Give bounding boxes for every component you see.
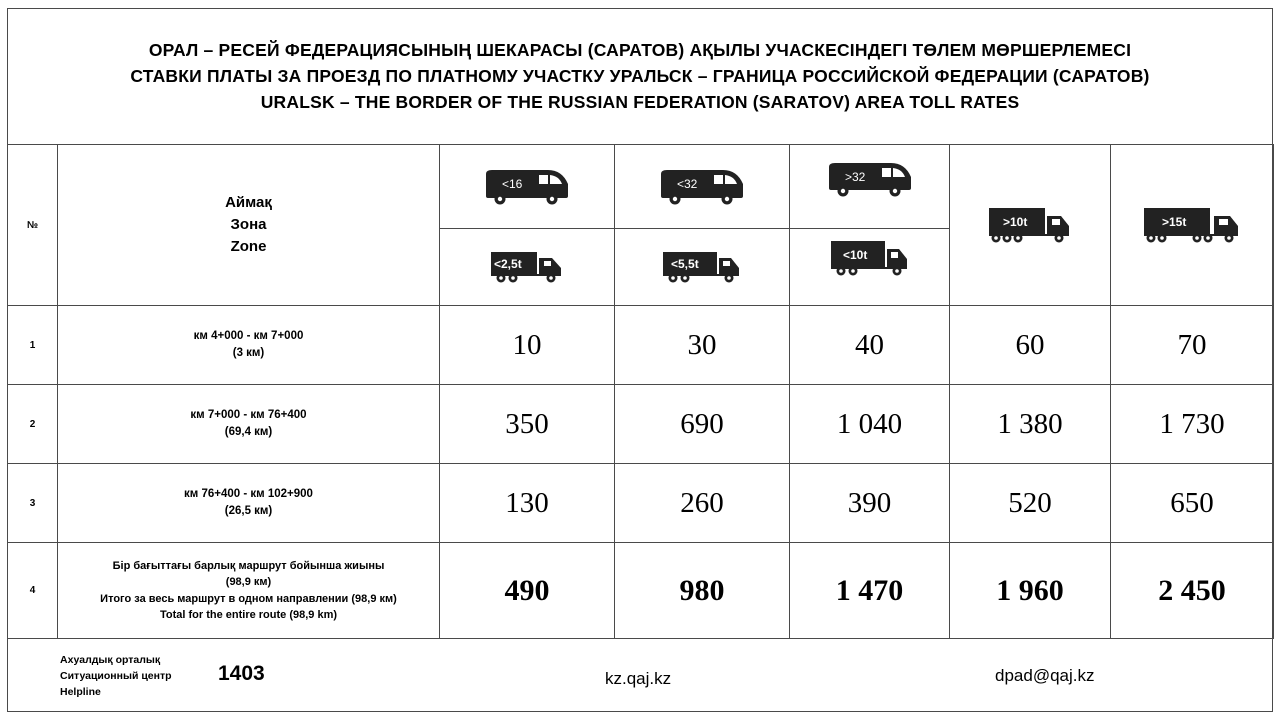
bus-class-3 bbox=[790, 145, 950, 229]
rate-cell: 520 bbox=[950, 464, 1111, 543]
truck-class-5-label: >15t bbox=[1162, 215, 1187, 229]
zone-range: км 4+000 - км 7+000 bbox=[193, 330, 304, 342]
row-num: 2 bbox=[8, 385, 58, 464]
total-label-kz: Бір бағыттағы барлық маршрут бойынша жиыны bbox=[112, 559, 385, 572]
title-line-ru: СТАВКИ ПЛАТЫ ЗА ПРОЕЗД ПО ПЛАТНОМУ УЧАСТКУ УРАЛЬСК – ГРАНИЦА РОССИЙСКОЙ ФЕДЕРАЦИИ (САРАТОВ) bbox=[130, 66, 1150, 86]
bus-icon bbox=[657, 168, 747, 206]
bus-class-3-label: >32 bbox=[844, 170, 865, 184]
footer bbox=[7, 640, 1273, 712]
email-link[interactable]: dpad@qaj.kz bbox=[995, 666, 1095, 685]
zone-length: (26,5 км) bbox=[224, 505, 273, 517]
zone-length: (69,4 км) bbox=[224, 426, 273, 438]
helpline-number: 1403 bbox=[218, 662, 265, 685]
rate-cell: 30 bbox=[615, 306, 790, 385]
rate-cell: 70 bbox=[1111, 306, 1274, 385]
zone-label-en: Zone bbox=[230, 238, 267, 255]
header-num: № bbox=[8, 145, 58, 306]
truck-class-5 bbox=[1111, 145, 1274, 306]
truck-icon bbox=[661, 250, 743, 284]
helpline-label-ru: Ситуационный центр bbox=[60, 670, 172, 682]
rate-cell: 60 bbox=[950, 306, 1111, 385]
title-line-en: URALSK – THE BORDER OF THE RUSSIAN FEDERATION (SARATOV) AREA TOLL RATES bbox=[260, 92, 1020, 112]
rate-cell: 690 bbox=[615, 385, 790, 464]
helpline-labels bbox=[60, 652, 172, 700]
truck-class-4 bbox=[950, 145, 1111, 306]
row-num: 3 bbox=[8, 464, 58, 543]
total-label-kz-km: (98,9 км) bbox=[225, 576, 272, 588]
total-label-ru: Итого за весь маршрут в одном направлении (98,9 км) bbox=[100, 592, 397, 605]
rate-cell: 350 bbox=[440, 385, 615, 464]
zone-range: км 76+400 - км 102+900 bbox=[184, 488, 313, 500]
truck-icon bbox=[1142, 206, 1242, 244]
bus-icon bbox=[482, 168, 572, 206]
truck-class-2 bbox=[615, 229, 790, 306]
zone-label-kz: Аймақ bbox=[225, 194, 272, 211]
total-row bbox=[8, 543, 1274, 639]
truck-class-1-label: <2,5t bbox=[494, 257, 522, 271]
total-cell: 490 bbox=[440, 543, 615, 639]
page-title bbox=[8, 9, 1272, 144]
truck-icon bbox=[829, 239, 911, 277]
rate-cell: 650 bbox=[1111, 464, 1274, 543]
table-row bbox=[8, 385, 1274, 464]
zone-range: км 7+000 - км 76+400 bbox=[190, 409, 307, 421]
row-zone bbox=[58, 385, 440, 464]
bus-class-2 bbox=[615, 145, 790, 229]
row-zone bbox=[58, 306, 440, 385]
row-num: 1 bbox=[8, 306, 58, 385]
total-label-en: Total for the entire route (98,9 km) bbox=[159, 609, 338, 621]
rate-cell: 1 730 bbox=[1111, 385, 1274, 464]
truck-icon bbox=[489, 250, 565, 284]
truck-class-2-label: <5,5t bbox=[671, 257, 699, 271]
header-row-buses bbox=[8, 145, 1274, 229]
truck-class-4-label: >10t bbox=[1003, 215, 1028, 229]
helpline-label-en: Helpline bbox=[60, 686, 101, 698]
bus-class-1-label: <16 bbox=[502, 176, 523, 191]
zone-label-ru: Зона bbox=[230, 216, 267, 233]
rate-cell: 1 380 bbox=[950, 385, 1111, 464]
bus-class-1 bbox=[440, 145, 615, 229]
truck-class-3 bbox=[790, 229, 950, 306]
rate-cell: 130 bbox=[440, 464, 615, 543]
truck-class-1 bbox=[440, 229, 615, 306]
zone-length: (3 км) bbox=[232, 347, 265, 359]
rate-cell: 390 bbox=[790, 464, 950, 543]
rate-cell: 40 bbox=[790, 306, 950, 385]
table-row bbox=[8, 464, 1274, 543]
total-cell: 2 450 bbox=[1111, 543, 1274, 639]
rate-cell: 1 040 bbox=[790, 385, 950, 464]
row-zone bbox=[58, 464, 440, 543]
truck-icon bbox=[987, 206, 1073, 244]
bus-class-2-label: <32 bbox=[677, 176, 698, 191]
rate-cell: 10 bbox=[440, 306, 615, 385]
toll-rates-table bbox=[7, 144, 1274, 639]
total-cell: 1 470 bbox=[790, 543, 950, 639]
truck-class-3-label: <10t bbox=[842, 248, 867, 262]
header-zone bbox=[58, 145, 440, 306]
title-line-kz: ОРАЛ – РЕСЕЙ ФЕДЕРАЦИЯСЫНЫҢ ШЕКАРАСЫ (САРАТОВ) АҚЫЛЫ УЧАСКЕСІНДЕГІ ТӨЛЕМ МӨРШЕРЛЕМЕСІ bbox=[148, 40, 1132, 60]
website-link[interactable]: kz.qaj.kz bbox=[605, 669, 672, 688]
bus-icon bbox=[825, 161, 915, 197]
total-label bbox=[58, 543, 440, 639]
helpline-label-kz: Ахуалдық орталық bbox=[60, 654, 161, 666]
row-num: 4 bbox=[8, 543, 58, 639]
table-row bbox=[8, 306, 1274, 385]
total-cell: 1 960 bbox=[950, 543, 1111, 639]
total-cell: 980 bbox=[615, 543, 790, 639]
rate-cell: 260 bbox=[615, 464, 790, 543]
